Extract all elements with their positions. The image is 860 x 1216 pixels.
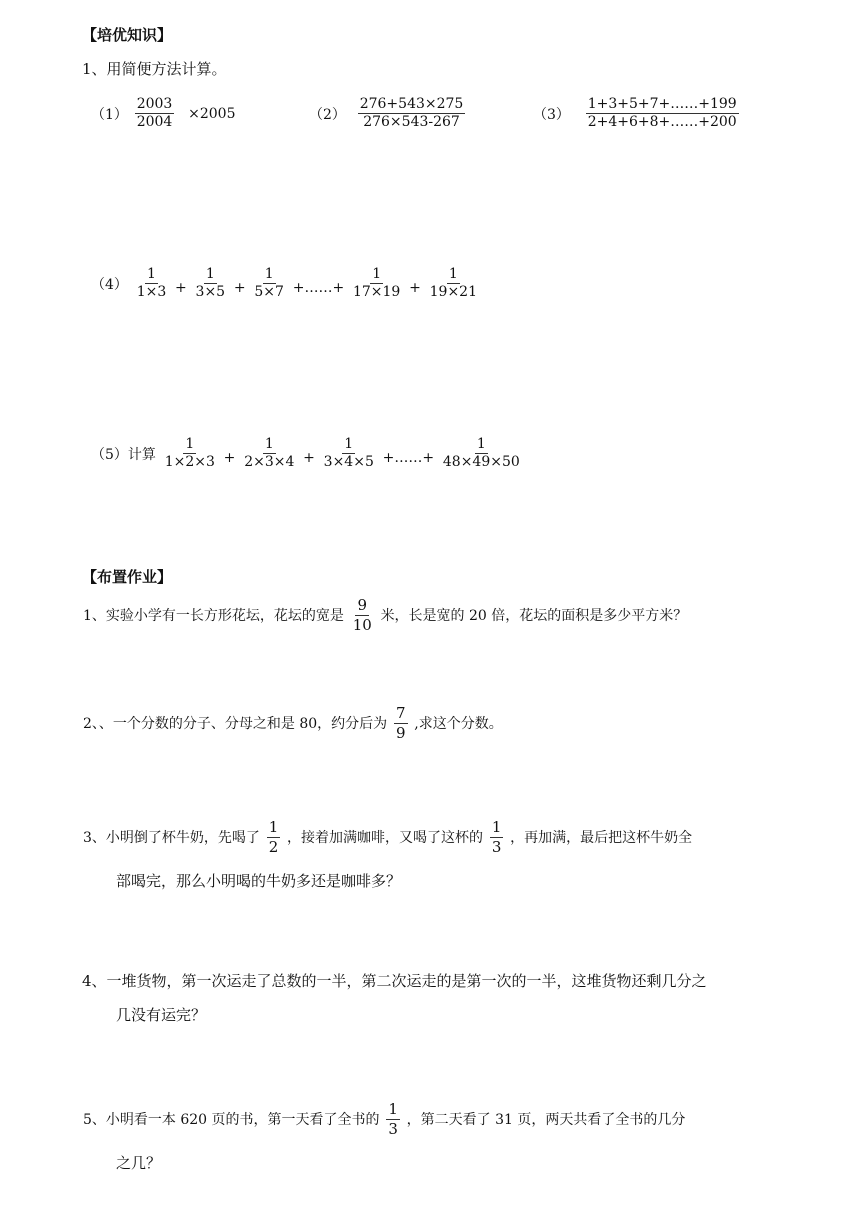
homework-4-continuation: 几没有运完？	[116, 1006, 207, 1024]
denominator: 17×19	[352, 284, 401, 300]
denominator: 48×49×50	[442, 454, 520, 470]
numerator: 1	[185, 436, 195, 452]
numerator: 1	[268, 818, 279, 836]
numerator: 1	[372, 266, 382, 282]
numerator: 1	[205, 266, 215, 282]
fraction-term	[163, 436, 217, 471]
text-segment: ，第二天看了 31 页，两天共看了全书的几分	[406, 1111, 686, 1128]
multiplier-text: ×2005	[188, 105, 236, 122]
plus-sign: +	[233, 279, 246, 296]
problem-label: （5）计算	[91, 446, 156, 463]
problem-label: （2）	[309, 106, 346, 123]
problem-3	[532, 96, 740, 131]
problem-label: （1）	[91, 106, 128, 123]
ellipsis-sum: +……+	[382, 449, 435, 466]
fraction	[394, 704, 408, 743]
denominator: 3×5	[195, 284, 226, 300]
plus-sign: +	[175, 279, 187, 296]
homework-5	[82, 1100, 686, 1139]
ellipsis-sum: +……+	[292, 279, 345, 296]
problem-5	[90, 436, 523, 471]
fraction	[351, 596, 374, 635]
numerator: 1	[476, 436, 486, 452]
numerator: 1+3+5+7+……+199	[587, 96, 737, 112]
denominator: 2004	[136, 114, 173, 130]
homework-3	[82, 818, 693, 857]
homework-3-continuation: 部喝完，那么小明喝的牛奶多还是咖啡多？	[116, 872, 402, 890]
denominator: 2+4+6+8+……+200	[587, 114, 737, 130]
fraction-term	[194, 266, 228, 301]
denominator: 3×4×5	[323, 454, 374, 470]
denominator: 5×7	[254, 284, 284, 300]
denominator: 1×2×3	[164, 454, 215, 470]
section-title-peiyou: 【培优知识】	[82, 26, 173, 44]
question-1-intro: 1、用简便方法计算。	[82, 60, 227, 78]
denominator: 276×543-267	[363, 114, 460, 130]
homework-5-continuation: 之几？	[116, 1154, 162, 1172]
denominator: 3	[491, 838, 502, 856]
text-segment: ，再加满，最后把这杯牛奶全	[510, 829, 693, 846]
homework-4: 4、一堆货物，第一次运走了总数的一半，第二次运走的是第一次的一半，这堆货物还剩几分之	[82, 972, 707, 990]
plus-sign: +	[303, 449, 315, 466]
text-segment: 1、实验小学有一长方形花坛，花坛的宽是	[83, 607, 344, 624]
fraction-term	[441, 436, 522, 471]
fraction-term	[322, 436, 376, 471]
fraction	[490, 818, 504, 857]
numerator: 276+543×275	[359, 96, 464, 112]
denominator: 9	[395, 724, 406, 742]
text-segment: 5、小明看一本 620 页的书，第一天看了全书的	[83, 1111, 380, 1128]
text-segment: ,求这个分数。	[414, 715, 503, 732]
plus-sign: +	[223, 449, 236, 466]
text-segment: 2、、一个分数的分子、分母之和是 80，约分后为	[83, 715, 388, 732]
problem-label: （4）	[91, 276, 128, 293]
numerator: 1	[264, 266, 274, 282]
fraction	[386, 1100, 400, 1139]
denominator: 10	[352, 616, 372, 634]
problem-2	[308, 96, 466, 131]
numerator: 1	[448, 266, 458, 282]
fraction-term	[135, 266, 169, 301]
numerator: 1	[264, 436, 274, 452]
fraction	[135, 96, 175, 131]
fraction-term	[242, 436, 296, 471]
homework-2	[82, 704, 504, 743]
fraction-term	[351, 266, 402, 301]
text-segment: ，接着加满咖啡，又喝了这杯的	[287, 829, 484, 846]
fraction-term	[252, 266, 286, 301]
numerator: 1	[147, 266, 156, 282]
numerator: 1	[388, 1100, 398, 1118]
section-title-homework: 【布置作业】	[82, 568, 173, 586]
denominator: 1×3	[136, 284, 167, 300]
numerator: 1	[344, 436, 354, 452]
fraction	[267, 818, 281, 857]
denominator: 3	[388, 1120, 398, 1138]
plus-sign: +	[409, 279, 421, 296]
problem-4	[90, 266, 480, 301]
fraction	[358, 96, 466, 131]
numerator: 2003	[136, 96, 173, 112]
fraction	[586, 96, 739, 131]
numerator: 9	[357, 596, 367, 614]
denominator: 2×3×4	[244, 454, 295, 470]
homework-1	[82, 596, 688, 635]
fraction-term	[428, 266, 479, 301]
text-segment: 米，长是宽的 20 倍，花坛的面积是多少平方米？	[380, 607, 688, 624]
numerator: 7	[395, 704, 406, 722]
problem-label: （3）	[533, 106, 570, 123]
denominator: 19×21	[429, 284, 477, 300]
numerator: 1	[491, 818, 502, 836]
denominator: 2	[268, 838, 279, 856]
text-segment: 3、小明倒了杯牛奶，先喝了	[83, 829, 260, 846]
problem-1	[90, 96, 236, 131]
